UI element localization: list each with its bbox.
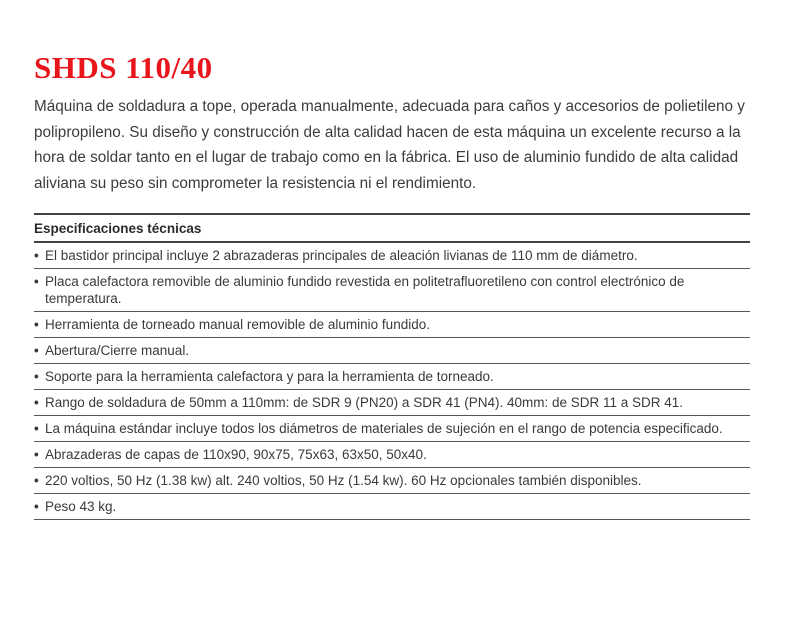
spec-item-frame-clamps	[34, 243, 750, 269]
product-title: SHDS 110/40	[34, 50, 213, 85]
bullet-icon: •	[34, 447, 39, 462]
spec-item-power-supply	[34, 468, 750, 494]
bullet-icon: •	[34, 395, 39, 410]
spec-item-text: Abertura/Cierre manual.	[45, 343, 190, 358]
bullet-icon: •	[34, 248, 39, 263]
spec-item-heating-plate	[34, 269, 750, 312]
spec-item-text: Rango de soldadura de 50mm a 110mm: de SDR 9 (PN20) a SDR 41 (PN4). 40mm: de SDR 11 a SDR 41.	[45, 395, 684, 410]
spec-item-tool-support	[34, 364, 750, 390]
spec-item-welding-range	[34, 390, 750, 416]
bullet-icon: •	[34, 473, 39, 488]
spec-item-text: Soporte para la herramienta calefactora y para la herramienta de torneado.	[45, 369, 494, 384]
bullet-icon: •	[34, 421, 39, 436]
spec-item-text: Placa calefactora removible de aluminio fundido revestida en politetrafluoretileno con control electrónico de temperatura.	[45, 274, 685, 306]
spec-item-weight	[34, 494, 750, 520]
bullet-icon: •	[34, 499, 39, 514]
spec-item-facing-tool	[34, 312, 750, 338]
bullet-icon: •	[34, 274, 39, 289]
product-description: Máquina de soldadura a tope, operada manualmente, adecuada para caños y accesorios de polietileno y polipropileno. Su diseño y construcción de alta calidad hacen de esta máquina un excelente recurso a la hora de soldar tanto en el lugar de trabajo como en la fábrica. El uso de aluminio fundido de alta calidad aliviana su peso sin comprometer la resistencia ni el rendimiento.	[34, 98, 745, 192]
spec-item-reducing-clamps	[34, 442, 750, 468]
spec-item-text: Abrazaderas de capas de 110x90, 90x75, 75x63, 63x50, 50x40.	[45, 447, 427, 462]
spec-item-text: 220 voltios, 50 Hz (1.38 kw) alt. 240 voltios, 50 Hz (1.54 kw). 60 Hz opcionales también disponibles.	[45, 473, 642, 488]
specifications-section	[34, 213, 750, 520]
spec-item-standard-inserts	[34, 416, 750, 442]
spec-item-text: El bastidor principal incluye 2 abrazaderas principales de aleación livianas de 110 mm de diámetro.	[45, 248, 638, 263]
bullet-icon: •	[34, 317, 39, 332]
specifications-list	[34, 241, 750, 520]
specifications-heading: Especificaciones técnicas	[34, 221, 202, 236]
spec-item-text: Herramienta de torneado manual removible de aluminio fundido.	[45, 317, 430, 332]
bullet-icon: •	[34, 343, 39, 358]
bullet-icon: •	[34, 369, 39, 384]
spec-item-text: Peso 43 kg.	[45, 499, 117, 514]
spec-item-opening-closing	[34, 338, 750, 364]
spec-item-text: La máquina estándar incluye todos los diámetros de materiales de sujeción en el rango de potencia especificado.	[45, 421, 723, 436]
